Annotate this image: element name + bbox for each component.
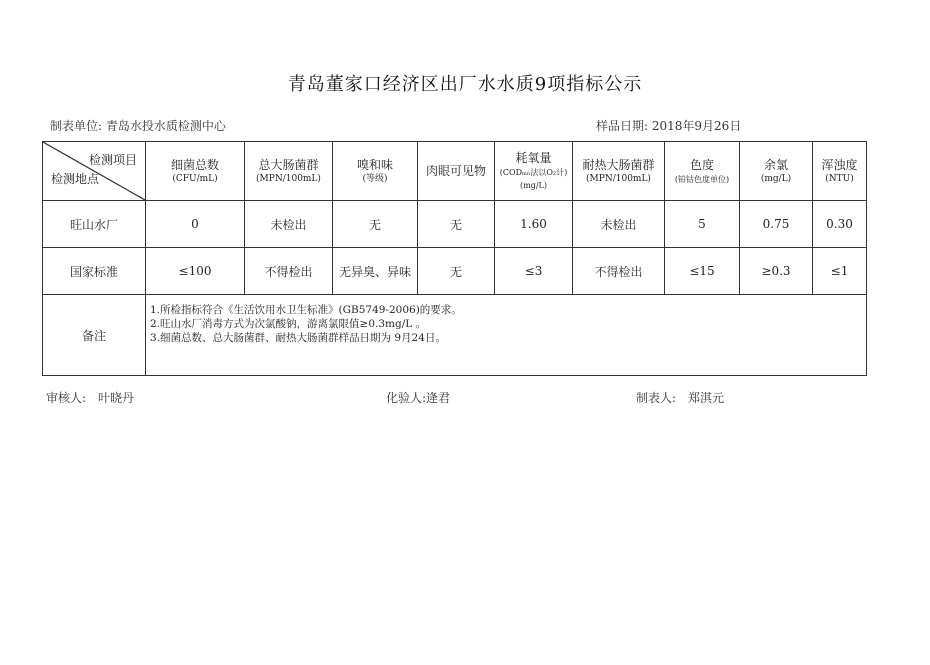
sample-date-value: 2018年9月26日 <box>651 119 742 133</box>
column-unit: (CFU/mL) <box>172 173 218 184</box>
column-unit: (CODₘₙ法以O₂计)(mg/L) <box>499 168 568 190</box>
table-cell: 0.75 <box>740 201 813 248</box>
column-header <box>740 142 813 201</box>
table-cell: ≤3 <box>495 248 573 295</box>
unit-label: 制表单位: <box>50 119 103 133</box>
table-cell: ≤1 <box>813 248 867 295</box>
preparer-name: 郑淇元 <box>688 391 725 405</box>
note-line: 3.细菌总数、总大肠菌群、耐热大肠菌群样品日期为 9月24日。 <box>150 332 446 344</box>
note-line: 1.所检指标符合《生活饮用水卫生标准》(GB5749-2006)的要求。 <box>150 304 462 316</box>
sample-date-label: 样品日期: <box>596 119 649 133</box>
table-cell: 不得检出 <box>573 248 665 295</box>
row-label: 国家标准 <box>43 248 146 295</box>
table-row <box>43 248 867 295</box>
column-header <box>245 142 333 201</box>
table-cell: 未检出 <box>573 201 665 248</box>
column-header <box>333 142 418 201</box>
preparer-label: 制表人: <box>636 391 677 405</box>
table-cell: 1.60 <box>495 201 573 248</box>
sample-date <box>596 117 741 134</box>
column-name: 细菌总数 <box>170 157 219 172</box>
page-title: 青岛董家口经济区出厂水水质9项指标公示 <box>287 74 643 95</box>
table-cell: 0 <box>146 201 245 248</box>
column-name: 嗅和味 <box>356 157 393 172</box>
corner-site-label: 检测地点 <box>51 172 100 186</box>
reviewer-label: 审核人: <box>46 391 87 405</box>
table-cell: ≤15 <box>665 248 740 295</box>
column-name: 浑浊度 <box>821 157 858 172</box>
water-quality-table <box>42 141 867 376</box>
column-name: 耐热大肠菌群 <box>582 157 655 172</box>
note-line: 2.旺山水厂消毒方式为次氯酸钠，游离氯限值≥0.3mg/L 。 <box>150 318 427 330</box>
row-label: 旺山水厂 <box>43 201 146 248</box>
tester-label: 化验人: <box>386 391 427 405</box>
column-name: 余氯 <box>763 157 788 172</box>
reviewer-name: 叶晓丹 <box>98 391 135 405</box>
table-cell: 未检出 <box>245 201 333 248</box>
table-cell: 无异臭、异味 <box>333 248 418 295</box>
corner-header-cell <box>43 142 146 201</box>
column-header <box>573 142 665 201</box>
preparer-signature <box>636 389 724 406</box>
column-name: 肉眼可见物 <box>425 164 486 178</box>
column-header <box>146 142 245 201</box>
column-name: 色度 <box>689 157 714 172</box>
tester-name: 逄君 <box>426 391 451 405</box>
column-unit: (MPN/100mL) <box>256 173 321 184</box>
column-name: 耗氧量 <box>515 151 552 165</box>
table-cell: ≥0.3 <box>740 248 813 295</box>
table-cell: 5 <box>665 201 740 248</box>
notes-cell <box>146 295 867 376</box>
column-unit: (等级) <box>362 173 388 184</box>
table-cell: 无 <box>418 201 495 248</box>
column-unit: (NTU) <box>825 173 854 184</box>
column-header <box>495 142 573 201</box>
column-name: 总大肠菌群 <box>258 157 319 172</box>
reviewer-signature <box>46 389 134 406</box>
table-cell: ≤100 <box>146 248 245 295</box>
column-unit: (mg/L) <box>760 173 792 184</box>
column-unit: (MPN/100mL) <box>586 173 651 184</box>
table-row <box>43 201 867 248</box>
table-cell: 不得检出 <box>245 248 333 295</box>
column-header <box>665 142 740 201</box>
column-unit: (铂钴色度单位) <box>674 174 730 184</box>
table-cell: 无 <box>418 248 495 295</box>
notes-row <box>43 295 867 376</box>
notes-label: 备注 <box>43 295 146 376</box>
tester-signature <box>386 389 450 406</box>
table-cell: 0.30 <box>813 201 867 248</box>
header-row <box>43 142 867 201</box>
unit-value: 青岛水投水质检测中心 <box>105 119 226 133</box>
corner-item-label: 检测项目 <box>88 153 137 167</box>
prepared-by-unit <box>50 117 226 134</box>
table-cell: 无 <box>333 201 418 248</box>
column-header <box>418 142 495 201</box>
column-header <box>813 142 867 201</box>
